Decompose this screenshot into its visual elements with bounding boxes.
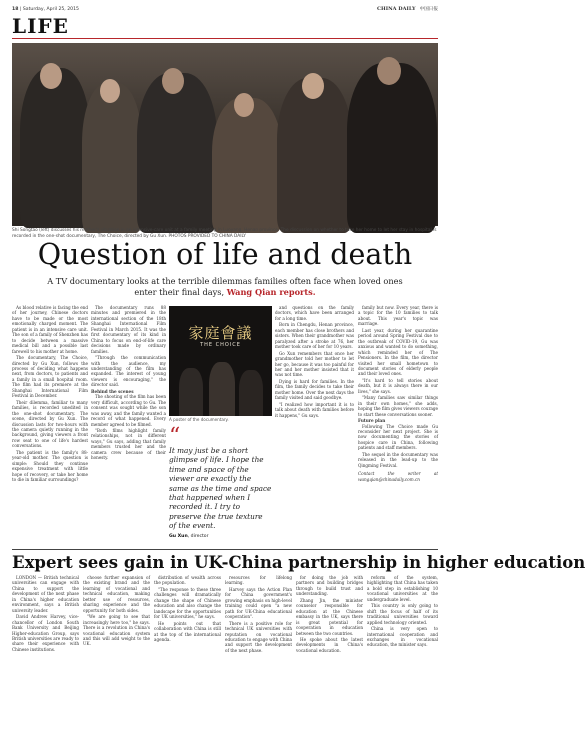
page-header (12, 4, 438, 14)
paragraph: resources for lifelong learning. (225, 575, 292, 586)
poster-title: 家庭會議 (188, 324, 253, 342)
paragraph: "I realized how important it is to talk about death with families before it happens," Gu says. (275, 401, 354, 418)
paragraph: The documentary, The Choice, directed by Gu Xun, follows the process of deciding what happens next, from doctors, to patients and a family in a small hospital room. The film had its premiere at the Shanghai International Film Festival in December. (12, 355, 88, 399)
article2-column-4 (225, 575, 292, 743)
article2-column-5 (296, 575, 363, 743)
article1-column-1 (12, 305, 88, 545)
quote-text: It may just be a short glimpse of life. I hope the time and space of the viewer are exactly the same as the time and space that happened when I recorded it. I try to preserve the true texture of the event. (169, 446, 272, 531)
paragraph: The shooting of the film has been very difficult, according to Gu. The consent was sought while the son was away, and the family wanted a record of what happened. Every member agreed to be filmed. (91, 394, 166, 427)
paragraph: choose further expansion of the existing brand and the learning of vocational and technical education, making better use of resources, sharing experience and the opportunity for both sides. (83, 575, 150, 613)
section-title: LIFE (12, 14, 69, 38)
paragraph: Dying is hard for families. In the film, the family decides to take their mother home. Over the next days the family visited and said goodbye. (275, 378, 354, 401)
deck-text: A TV documentary looks at the terrible dilemmas families often face when loved ones enter their final days, (47, 276, 403, 297)
paragraph: As blood relative is facing the end of her journey, Chinese doctors have to be made or the most emotionally charged moment. The patient is in an intensive care unit. The son of a family of Shenzhen has to decide between a massive medical bill and a possible last farewell to his mother at home. (12, 305, 88, 354)
paragraph: Last year, during her quarantine period around Spring Festival due to the outbreak of COVID-19, Gu was anxious and wanted to do something, which reminded her of The Pensioners. In the film, the director visited her small hometown to document stories of elderly people and their loved ones. (358, 327, 438, 377)
paragraph: "We are going to see that increasingly here too," he says. There is a revolution in China's vocational education system and this will add weight to the UK. (83, 614, 150, 647)
paragraph: "Many families saw similar things in their own homes," she adds, hoping the film gives viewers courage to start these conversations sooner. (358, 395, 438, 417)
article2-headline: Expert sees gain in UK-China partnership in higher education (12, 553, 585, 572)
paragraph: "Through the communication with the audience, my understanding of the film has expanded. The interest of young viewers is encouraging," the director said. (91, 355, 166, 388)
paragraph: for doing the job with partners and building bridges through to build trust and understanding. (296, 575, 363, 597)
paragraph: This country is only going to shift the focus of half of its traditional universities toward applied technology oriented. (367, 603, 438, 625)
poster-subtitle: THE CHOICE (200, 342, 241, 348)
subheading-future-plan: Future plan (358, 418, 386, 424)
paragraph: Following The Choice made Gu reconsider her next project. She is now documenting the stories of hospice care in China, following patients and staff members. (358, 423, 438, 451)
paragraph: The patient is the family's 88-year-old mother. The question is simple: Should they continue expensive treatment with little hope of recovery, or take her home to die in familiar surroundings? (12, 449, 88, 483)
byline: Wang Qian reports. (226, 286, 316, 297)
paragraph: David Andrew Harvey, vice-chancellor of London South Bank University and Beijing Higher-education Group, says British universities are ready to share their experience with Chinese institutions. (12, 614, 79, 652)
paragraph: The sequel in the documentary was released in the lead-up to the Qingming Festival. (358, 451, 438, 468)
paragraph: There is a positive role for technical UK universities with reputation on vocational education to engage with China and support the development of the next phase. (225, 620, 292, 653)
article2-column-1 (12, 575, 79, 743)
quote-source-name: Gu Xun (169, 533, 188, 539)
family-meeting-photo (12, 43, 438, 226)
paragraph: reform of the system, highlighting that China has taken a bold step in establishing 10 vocational universities at the undergraduate level. (367, 575, 438, 602)
article1-column-3 (275, 305, 354, 545)
subheading-behind-the-scenes: Behind the scenes (91, 388, 134, 394)
paragraph: Go Xun remembers that once her grandmother told her mother to let her go, because it was too painful for her and her mother insisted that it was not time. (275, 350, 354, 378)
quote-source-role: , director (187, 533, 209, 539)
quote-mark-icon: “ (169, 424, 181, 449)
poster-caption: A poster of the documentary. (169, 417, 229, 422)
section-rule (12, 38, 438, 39)
paragraph: distribution of wealth across the population. (154, 575, 221, 586)
pull-quote (169, 424, 272, 539)
paragraph: The documentary runs 88 minutes and premiered in the international section of the 18th Shanghai International Film Festival in March 2015. It was the first documentary of its kind in China to focus on end-of-life care decisions made by ordinary families. (91, 305, 166, 354)
paragraph: Zhang Jin, the minister counselor responsible for education at the Chinese embassy in the UK, says there is great potential for cooperation in education between the two countries. (296, 597, 363, 636)
article2-column-3 (154, 575, 221, 743)
paragraph: He spoke about the latest developments in China's vocational education. (296, 636, 363, 653)
issue-date: Saturday, April 25, 2015 (22, 6, 79, 12)
article-divider (12, 549, 438, 550)
paragraph: "It's hard to tell stories about death, but it is always there in our lives," she says. (358, 377, 438, 394)
paragraph: Born in Chengdu, Henan province, each member has close brothers and sisters. When their grandmother was paralyzed after a stroke at 76, her mother took care of her for 10 years. (275, 322, 354, 350)
paragraph: family but now. Every year, there is a topic for the 10 families to talk about. This year's topic was marriage. (358, 305, 438, 327)
paragraph: "The response to these three challenges will dramatically change the shape of Chinese education and also change the landscape for the opportunities for UK universities," he says. (154, 586, 221, 620)
paragraph: China is very open to international cooperation and exchanges in vocational education, the minister says. (367, 626, 438, 648)
article2-column-6 (367, 575, 438, 743)
writer-contact: Contact the writer at wangqian@chinadaily.com.cn (358, 471, 438, 482)
page-info: 18 | Saturday, April 25, 2015 (12, 6, 79, 12)
paragraph: Their dilemma, familiar to many families, is recorded unedited in the one-shot documentary. The scene, directed by Gu Xun. The discussion lasts for two-hours with the camera quietly running in the background, giving viewers a front row seat to one of life's hardest conversations. (12, 399, 88, 449)
quote-source (169, 534, 272, 539)
paragraph: He points out that collaboration with China is still at the top of the international agenda. (154, 620, 221, 642)
paper-name-cn: 中国日报 (419, 7, 438, 12)
photo-caption: Shi Songtao (left) discusses his mother's situation in an intensive-care unit at a family meeting in Luoyang, Henan province. The discussion on whether to take her home to let her stay in hospital is recorded in the one-shot documentary, The Choice, directed by Gu Xun. PHOTOS PROVIDED TO CHINA DAILY (12, 228, 437, 239)
article2-column-2 (83, 575, 150, 743)
article1-column-2 (91, 305, 166, 545)
article-deck (40, 276, 410, 297)
paragraph: LONDON — British technical universities can engage with China to support the development of the next phase in China's higher education environment, says a British university leader. (12, 575, 79, 613)
article1-column-4 (358, 305, 438, 545)
article-headline: Question of life and death (37, 238, 413, 271)
paragraph: "Both films highlight family relationships, not in different ways," Gu says, adding that family members trusted her and the camera crew because of their honesty. (91, 427, 166, 461)
paragraph: Harvey says the Action Plan for China government's growing emphasis on high-level training could open "a new path for UK-China educational cooperation". (225, 586, 292, 620)
masthead (377, 6, 438, 12)
paragraph: and questions on the family doctors, which have been arranged for a long time. (275, 305, 354, 321)
documentary-poster (169, 306, 272, 416)
page-number: 18 (12, 6, 19, 12)
paper-name: CHINA DAILY (377, 6, 416, 12)
